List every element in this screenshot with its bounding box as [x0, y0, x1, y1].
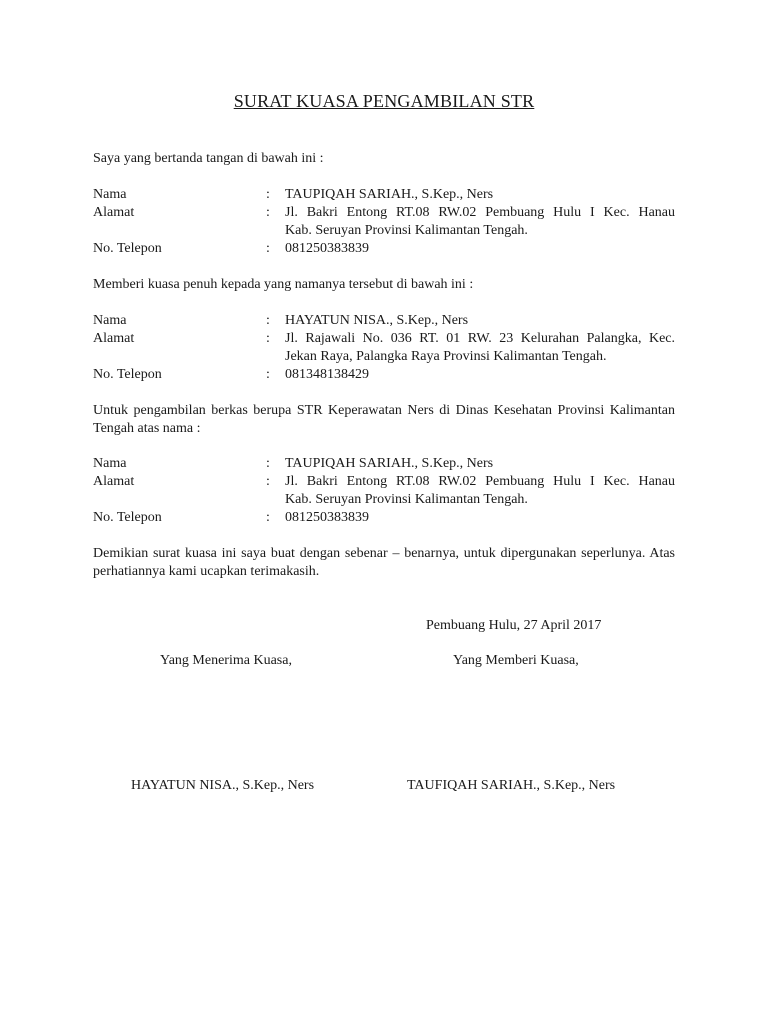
keperluan-text: Untuk pengambilan berkas berupa STR Keperawatan Ners di Dinas Kesehatan Provinsi Kalimantan Tengah atas nama : — [93, 403, 675, 436]
penerima-nama-row — [93, 312, 675, 330]
atas-nama-nama-row — [93, 455, 675, 473]
colon: : — [266, 187, 270, 202]
atas-nama-alamat-row — [93, 473, 675, 491]
telepon-label: No. Telepon — [93, 367, 162, 382]
atas-nama-telepon-value: 081250383839 — [285, 510, 369, 525]
atas-nama-telepon-row — [93, 509, 675, 527]
pemberi-nama-row — [93, 186, 675, 204]
penerima-telepon-row — [93, 366, 675, 384]
penerima-alamat-line-2: Jekan Raya, Palangka Raya Provinsi Kalimantan Tengah. — [285, 349, 607, 364]
alamat-label: Alamat — [93, 205, 135, 220]
pemberi-alamat-row — [93, 204, 675, 222]
pemberi-nama-value: TAUPIQAH SARIAH., S.Kep., Ners — [285, 187, 494, 202]
pemberi-alamat-line-1: Jl. Bakri Entong RT.08 RW.02 Pembuang Hulu I Kec. Hanau — [285, 205, 675, 220]
closing-text: Demikian surat kuasa ini saya buat dengan sebenar – benarnya, untuk dipergunakan seperlunya. Atas perhatiannya kami ucapkan terimakasih. — [93, 546, 675, 579]
telepon-label: No. Telepon — [93, 510, 162, 525]
pemberi-alamat-line-2: Kab. Seruyan Provinsi Kalimantan Tengah. — [285, 223, 528, 238]
penerima-telepon-value: 081348138429 — [285, 367, 369, 382]
colon: : — [266, 241, 270, 256]
colon: : — [266, 367, 270, 382]
atas-nama-alamat-line-1: Jl. Bakri Entong RT.08 RW.02 Pembuang Hulu I Kec. Hanau — [285, 474, 675, 489]
colon: : — [266, 313, 270, 328]
alamat-label: Alamat — [93, 474, 135, 489]
telepon-label: No. Telepon — [93, 241, 162, 256]
nama-label: Nama — [93, 456, 127, 471]
receiver-signature-name: HAYATUN NISA., S.Kep., Ners — [131, 778, 315, 793]
place-date: Pembuang Hulu, 27 April 2017 — [426, 618, 602, 633]
colon: : — [266, 331, 270, 346]
kuasa-intro-text: Memberi kuasa penuh kepada yang namanya tersebut di bawah ini : — [93, 277, 474, 292]
nama-label: Nama — [93, 313, 127, 328]
penerima-alamat-row — [93, 330, 675, 348]
giver-signature-name: TAUFIQAH SARIAH., S.Kep., Ners — [407, 778, 616, 793]
intro-text: Saya yang bertanda tangan di bawah ini : — [93, 151, 324, 166]
document-title: SURAT KUASA PENGAMBILAN STR — [233, 91, 535, 111]
atas-nama-alamat-row-2 — [93, 491, 675, 509]
nama-label: Nama — [93, 187, 127, 202]
colon: : — [266, 205, 270, 220]
pemberi-telepon-value: 081250383839 — [285, 241, 369, 256]
colon: : — [266, 510, 270, 525]
atas-nama-alamat-line-2: Kab. Seruyan Provinsi Kalimantan Tengah. — [285, 492, 528, 507]
penerima-nama-value: HAYATUN NISA., S.Kep., Ners — [285, 313, 469, 328]
penerima-alamat-row-2 — [93, 348, 675, 366]
giver-signature-label: Yang Memberi Kuasa, — [453, 653, 579, 668]
pemberi-alamat-row-2 — [93, 222, 675, 240]
pemberi-telepon-row — [93, 240, 675, 258]
atas-nama-nama-value: TAUPIQAH SARIAH., S.Kep., Ners — [285, 456, 494, 471]
colon: : — [266, 474, 270, 489]
penerima-alamat-line-1: Jl. Rajawali No. 036 RT. 01 RW. 23 Kelurahan Palangka, Kec. — [285, 331, 675, 346]
receiver-signature-label: Yang Menerima Kuasa, — [160, 653, 292, 668]
colon: : — [266, 456, 270, 471]
alamat-label: Alamat — [93, 331, 135, 346]
